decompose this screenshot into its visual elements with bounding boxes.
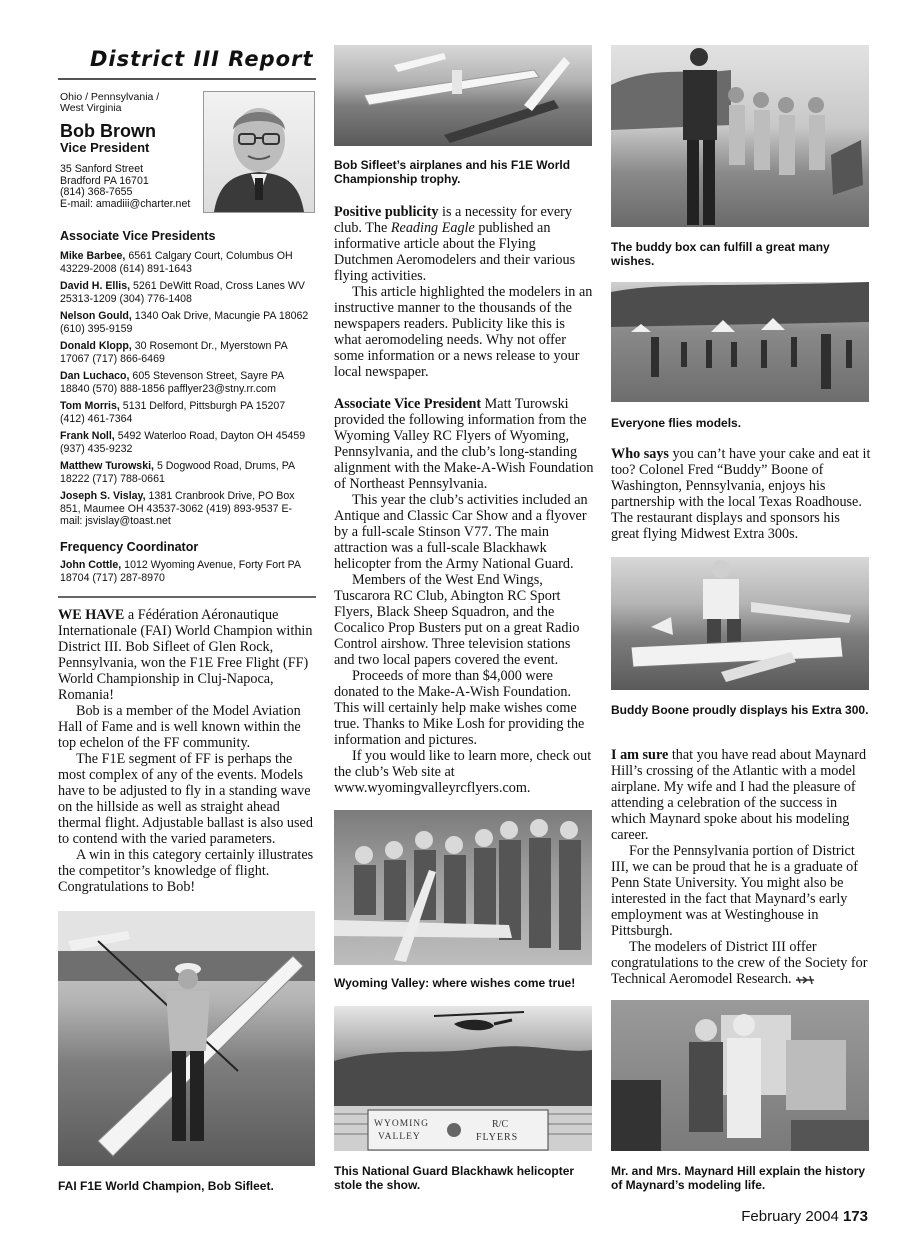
crowd-photo	[611, 282, 869, 402]
end-mark-icon	[795, 975, 815, 985]
col2-para: Proceeds of more than $4,000 were donated to the Make-A-Wish Foundation. This will certainly help make wishes come true. Thanks to Mike Losh for providing the information and pictures.	[334, 668, 585, 748]
extra300-caption: Buddy Boone proudly displays his Extra 300.	[611, 703, 869, 717]
champion-caption: FAI F1E World Champion, Bob Sifleet.	[58, 1179, 274, 1193]
associate-entry: Dan Luchaco, 605 Stevenson Street, Sayre PA 18840 (570) 888-1856 pafflyer23@stny.rr.com	[60, 370, 284, 395]
col2-article	[334, 204, 594, 796]
col2-para: Positive publicity is a necessity for every club. The Reading Eagle published an informative article about the Flying Dutchmen Aeromodelers and their various flying activities.	[334, 204, 576, 284]
vp-portrait	[203, 91, 315, 213]
col1-para: A win in this category certainly illustrates the competitor’s knowledge of flight. Congratulations to Bob!	[58, 847, 314, 895]
banner-wyoming: WYOMING	[374, 1119, 430, 1129]
col2-para: This year the club’s activities included an Antique and Classic Car Show and a flyover by a full-scale Stinson V77. The main attraction was a full-scale Blackhawk helicopter from the Army National Guard.	[334, 492, 588, 572]
vp-contact	[60, 164, 190, 210]
col3-para: For the Pennsylvania portion of District III, we can be proud that he is a graduate of Penn State University. You might also be interested in the fact that Maynard’s early employment was at Westinghouse in Pittsburgh.	[611, 843, 858, 939]
associate-entry: Nelson Gould, 1340 Oak Drive, Macungie PA 18062 (610) 395-9159	[60, 310, 309, 335]
vp-name: Bob Brown	[60, 121, 156, 141]
col2-para: If you would like to learn more, check out the club’s Web site at www.wyomingvalleyrcflyers.com.	[334, 748, 592, 796]
vp-phone: (814) 368-7655	[60, 186, 133, 198]
col3-para: I am sure that you have read about Maynard Hill’s crossing of the Atlantic with a model airplane. My wife and I had the pleasure of attending a celebration of the success in which Maynard spoke about his modeling career.	[611, 747, 867, 843]
group-photo	[334, 810, 592, 965]
buddy-box-photo	[611, 45, 869, 227]
region-label: Ohio / Pennsylvania / West Virginia	[60, 91, 160, 114]
page-number: 173	[842, 1208, 868, 1225]
section-rule	[58, 596, 316, 598]
col3-para: Who says you can’t have your cake and eat it too? Colonel Fred “Buddy” Boone of Washington, Pennsylvania, enjoys his partnership with the local Texas Roadhouse. The restaurant displays and sponsors his great flying Midwest Extra 300s.	[611, 446, 871, 542]
associates-heading: Associate Vice Presidents	[60, 229, 216, 243]
col1-article	[58, 607, 316, 895]
vp-title: Vice President	[60, 140, 150, 155]
footer	[741, 1208, 868, 1225]
banner-flyers: FLYERS	[476, 1132, 519, 1143]
banner-rc: R/C	[492, 1119, 509, 1130]
banner-valley: VALLEY	[378, 1132, 421, 1142]
maynard-caption: Mr. and Mrs. Maynard Hill explain the history of Maynard’s modeling life.	[611, 1164, 866, 1192]
associate-entry: Donald Klopp, 30 Rosemont Dr., Myerstown PA 17067 (717) 866-6469	[60, 340, 288, 365]
col2-para: This article highlighted the modelers in an instructive manner to the thousands of the newspapers readers. Publicity like this is what aeromodeling needs. Why not offer some information or a news release to your local newspaper.	[334, 284, 593, 380]
issue-date: February 2004	[741, 1208, 839, 1225]
associate-entry: Joseph S. Vislay, 1381 Cranbrook Drive, PO Box 851, Maumee OH 43537-3062 (419) 893-9537 E-mail: jsvislay@toast.net	[60, 490, 295, 527]
vp-address1: 35 Sanford Street	[60, 163, 144, 175]
vp-address2: Bradford PA 16701	[60, 174, 149, 187]
col3-para: The modelers of District III offer congratulations to the crew of the Society for Technical Aeromodel Research.	[611, 939, 868, 987]
col1-para: Bob is a member of the Model Aviation Hall of Fame and is well known within the top echelon of the FF community.	[58, 703, 301, 751]
col1-para: The F1E segment of FF is perhaps the most complex of any of the events. Models have to be adjusted to fly in a standing wave on the hillside as well as straight ahead thermal flight. Adjustable ballast is also used to contend with the varied parameters.	[58, 751, 313, 847]
extra300-photo	[611, 557, 869, 690]
col2-para: Members of the West End Wings, Tuscarora RC Club, Abington RC Sport Flyers, Black Sheep Squadron, and the Cocalico Prop Busters put on a great Radio Control airshow. Three television stations and two local papers covered the event.	[334, 572, 580, 668]
associate-entry: David H. Ellis, 5261 DeWitt Road, Cross Lanes WV 25313-1209 (304) 776-1408	[60, 280, 305, 305]
vp-email: E-mail: amadiii@charter.net	[60, 197, 191, 210]
champion-photo	[58, 911, 315, 1166]
helicopter-photo	[334, 1006, 592, 1151]
col2-para: Associate Vice President Matt Turowski provided the following information from the Wyoming Valley RC Flyers of Wyoming, Pennsylvania, and the club’s long-standing alignment with the Make-A-Wish Foundation of Northeast Pennsylvania.	[334, 396, 594, 492]
associate-entry: Tom Morris, 5131 Delford, Pittsburgh PA 15207 (412) 461-7364	[60, 400, 286, 425]
group-caption: Wyoming Valley: where wishes come true!	[334, 976, 576, 990]
buddy-box-caption: The buddy box can fulfill a great many wishes.	[611, 240, 830, 268]
frequency-heading: Frequency Coordinator	[60, 540, 199, 554]
associate-entry: Frank Noll, 5492 Waterloo Road, Dayton OH 45459 (937) 435-9232	[60, 430, 306, 455]
trophy-caption: Bob Sifleet’s airplanes and his F1E World Championship trophy.	[334, 158, 571, 186]
frequency-coordinator: John Cottle, 1012 Wyoming Avenue, Forty Fort PA 18704 (717) 287-8970	[60, 559, 301, 584]
trophy-photo	[334, 45, 592, 146]
maynard-photo	[611, 1000, 869, 1151]
col3-article-bottom	[611, 747, 871, 987]
page-title: District III Report	[90, 47, 314, 71]
title-rule	[58, 78, 316, 80]
associate-entry: Matthew Turowski, 5 Dogwood Road, Drums, PA 18222 (717) 788-0661	[60, 460, 295, 485]
helicopter-caption: This National Guard Blackhawk helicopter stole the show.	[334, 1164, 575, 1192]
associate-entry: Mike Barbee, 6561 Calgary Court, Columbus OH 43229-2008 (614) 891-1643	[60, 250, 293, 275]
col1-para: WE HAVE a Fédération Aéronautique Internationale (FAI) World Champion within District III. Bob Sifleet of Glen Rock, Pennsylvania, won the F1E Free Flight (FF) World Championship in Cluj-Napoca, Romania!	[58, 607, 313, 703]
crowd-caption: Everyone flies models.	[611, 416, 742, 430]
associates-list	[60, 250, 312, 533]
col3-article-top	[611, 446, 871, 542]
